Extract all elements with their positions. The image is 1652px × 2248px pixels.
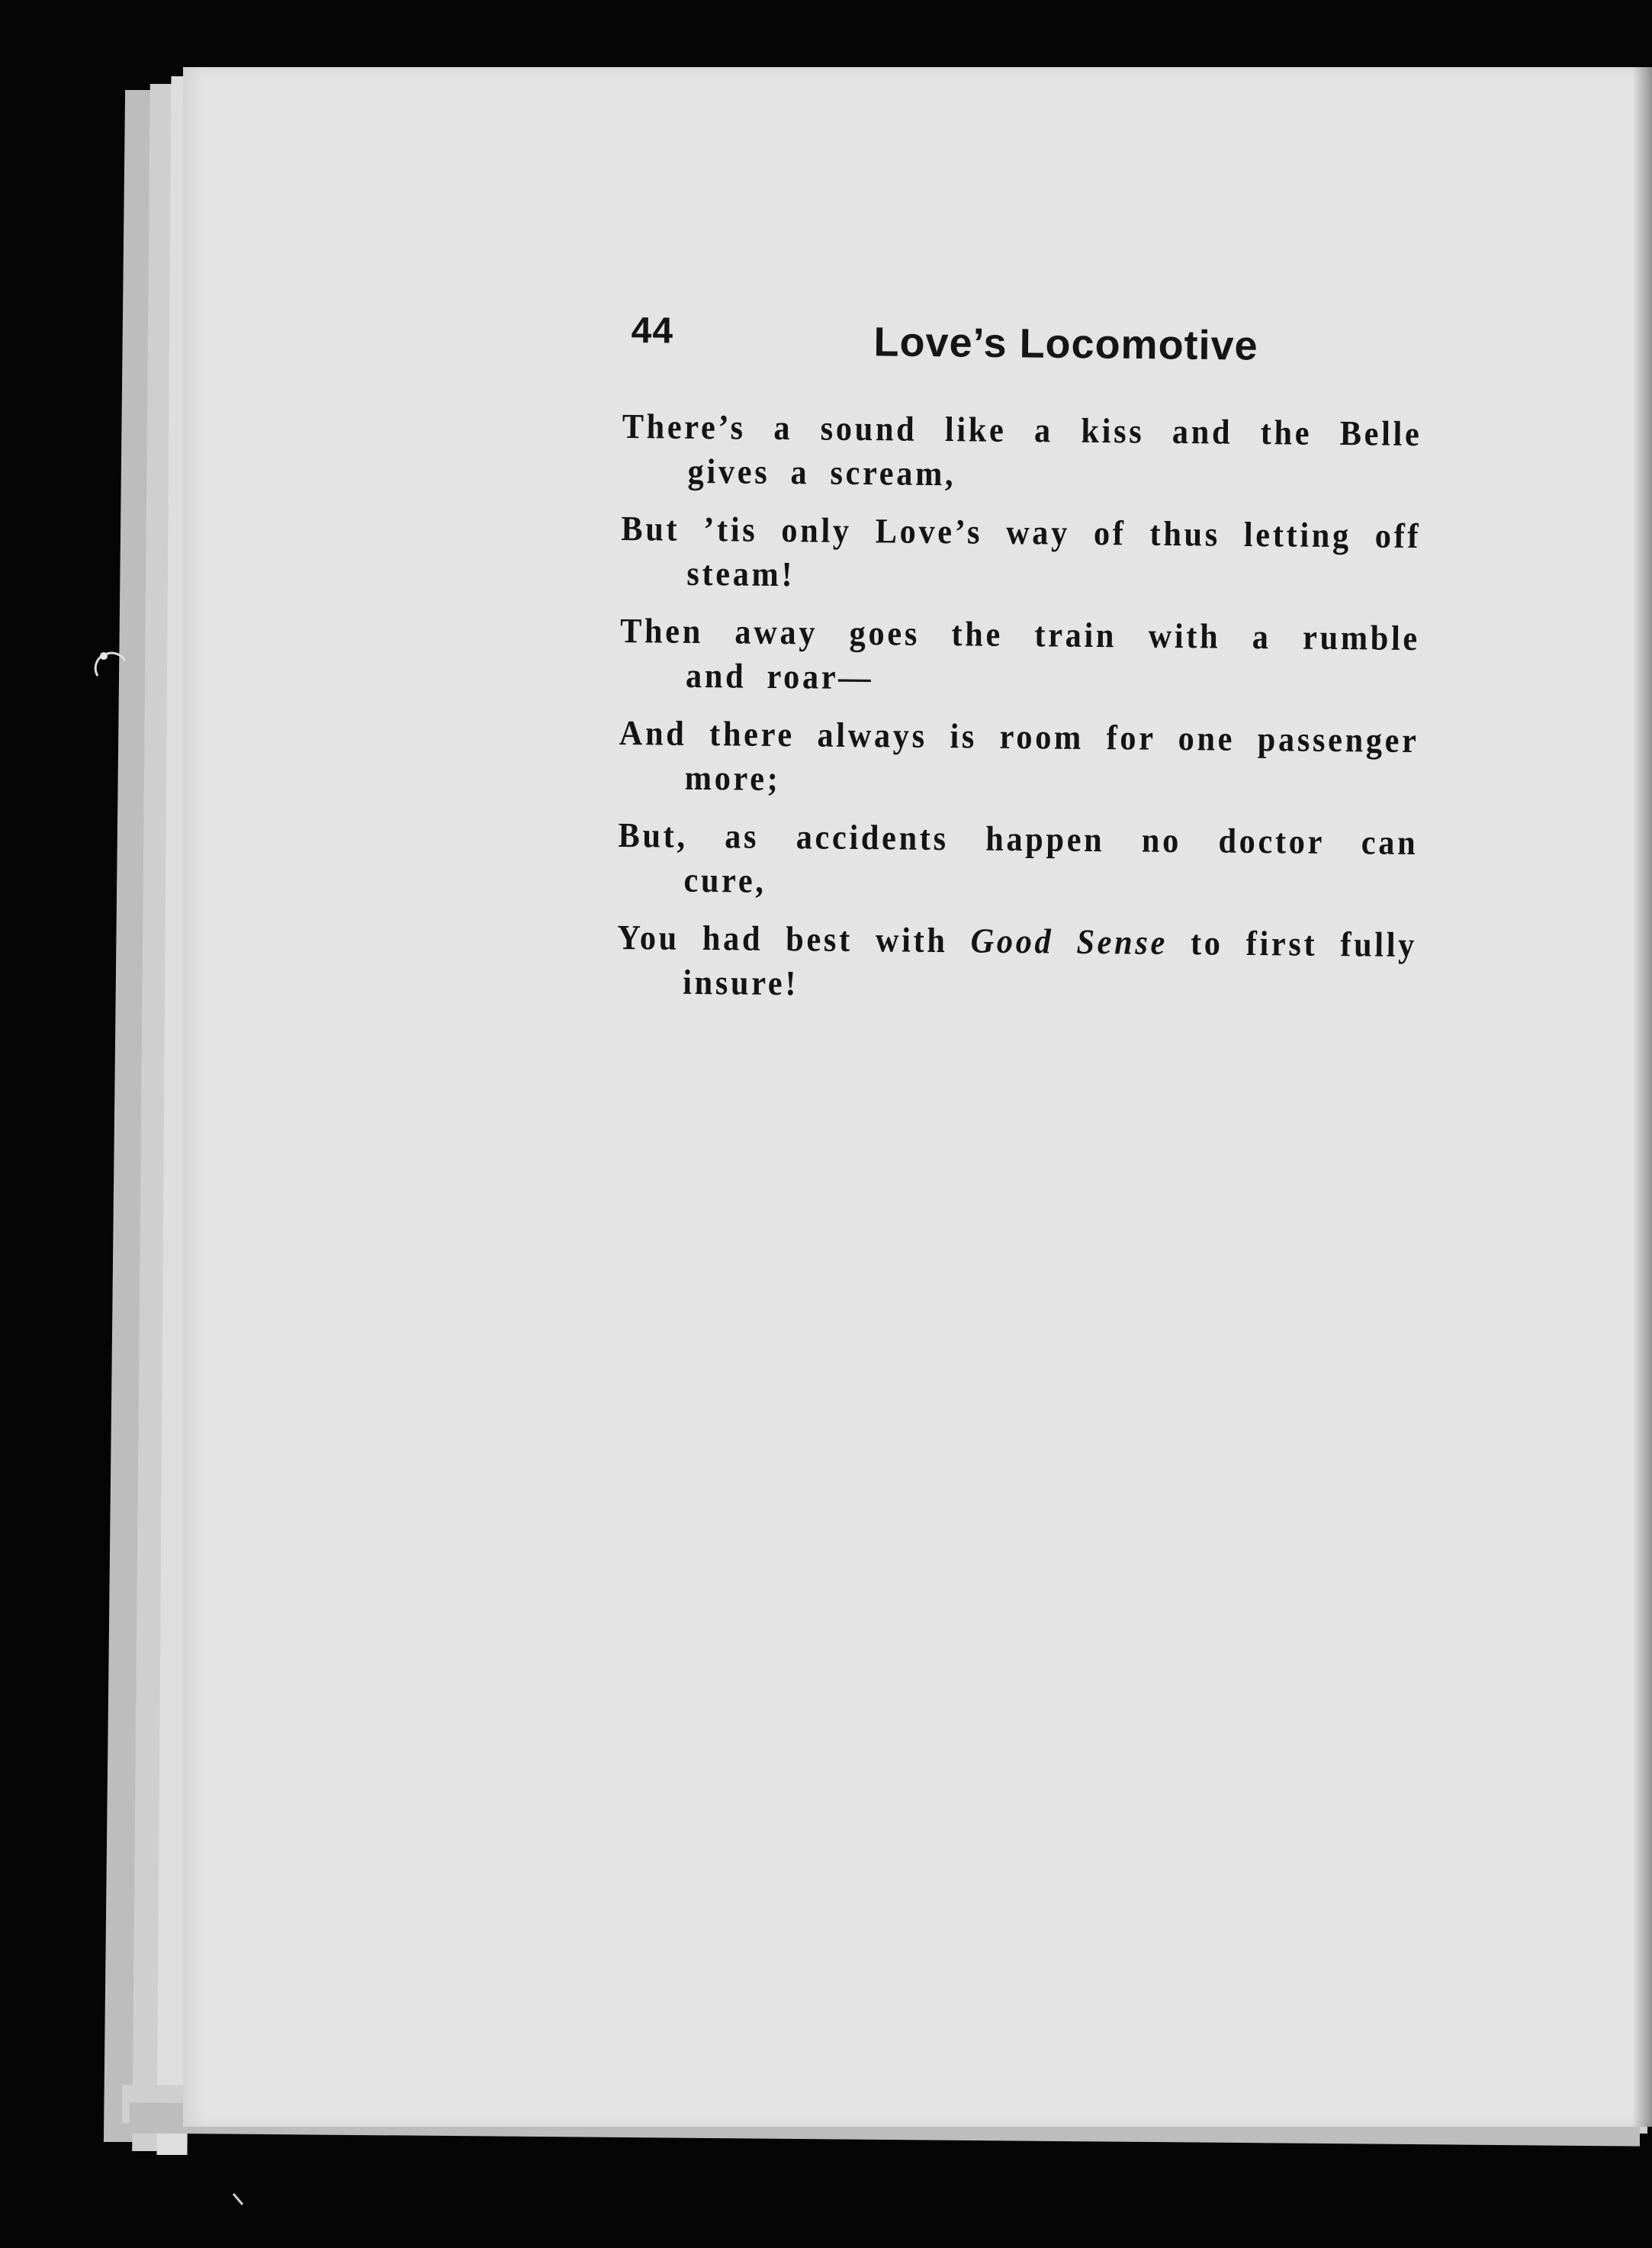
scan-speck bbox=[229, 2189, 252, 2212]
emphasis-text: Good Sense bbox=[970, 921, 1168, 962]
verse-line: And there always is room for one passenger more; bbox=[619, 712, 1419, 799]
page-number: 44 bbox=[631, 310, 674, 352]
book-page bbox=[183, 67, 1652, 2127]
verse-text: You had best with bbox=[617, 917, 971, 960]
book-title: Love’s Locomotive bbox=[873, 319, 1258, 369]
verse-line-last bbox=[616, 915, 1417, 1011]
verse-line: There’s a sound like a kiss and the Belle gives a scream, bbox=[622, 406, 1422, 494]
poem-stanza bbox=[616, 404, 1492, 1026]
verse-line: But, as accidents happen no doctor can cure, bbox=[618, 815, 1419, 900]
gutter-shadow bbox=[1632, 67, 1652, 2127]
binding-thread-mark bbox=[92, 647, 130, 677]
verse-line: But ’tis only Love’s way of thus letting off steam! bbox=[621, 508, 1422, 594]
verse-text: to first fully insure! bbox=[682, 922, 1418, 1003]
verse-line: Then away goes the train with a rumble and roar— bbox=[619, 610, 1421, 697]
running-head bbox=[631, 310, 1409, 379]
